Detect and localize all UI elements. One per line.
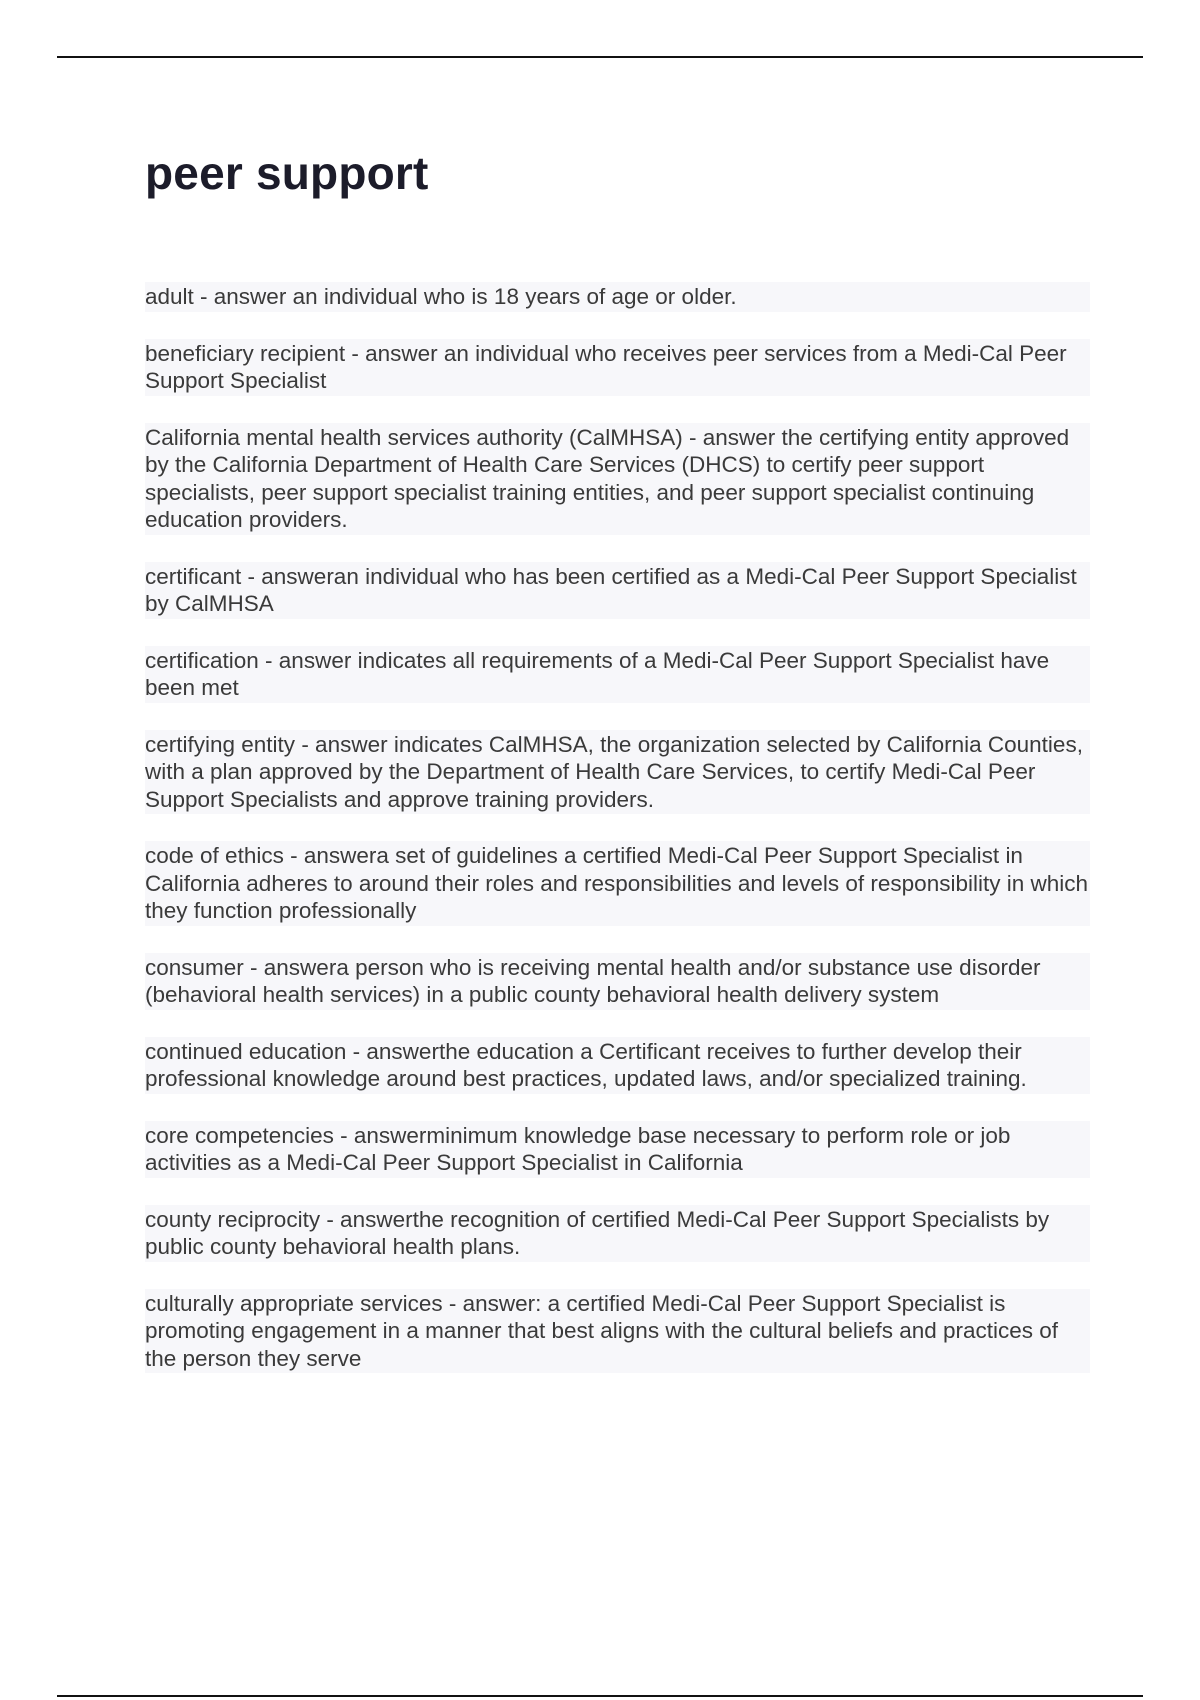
flashcard-entry-beneficiary-recipient: beneficiary recipient - answer an individual who receives peer services from a Medi-Cal Peer Support Specialist xyxy=(145,339,1090,396)
flashcard-entry-code-of-ethics: code of ethics - answera set of guidelines a certified Medi-Cal Peer Support Specialist in California adheres to around their roles and responsibilities and levels of responsibility in which they function professionally xyxy=(145,841,1090,926)
flashcard-entry-culturally-appropriate-services: culturally appropriate services - answer: a certified Medi-Cal Peer Support Specialist is promoting engagement in a manner that best aligns with the cultural beliefs and practices of the person they serve xyxy=(145,1289,1090,1374)
flashcard-entry-certifying-entity: certifying entity - answer indicates CalMHSA, the organization selected by California Counties, with a plan approved by the Department of Health Care Services, to certify Medi-Cal Peer Support Specialists and approve training providers. xyxy=(145,730,1090,815)
header-rule xyxy=(57,56,1143,58)
flashcard-entry-core-competencies: core competencies - answerminimum knowledge base necessary to perform role or job activities as a Medi-Cal Peer Support Specialist in California xyxy=(145,1121,1090,1178)
footer-rule xyxy=(57,1695,1143,1697)
page-title: peer support xyxy=(145,147,429,199)
flashcard-entry-calmhsa: California mental health services authority (CalMHSA) - answer the certifying entity approved by the California Department of Health Care Services (DHCS) to certify peer support specialists, peer support specialist training entities, and peer support specialist continuing education providers. xyxy=(145,423,1090,535)
flashcard-entry-consumer: consumer - answera person who is receiving mental health and/or substance use disorder (behavioral health services) in a public county behavioral health delivery system xyxy=(145,953,1090,1010)
flashcard-entry-continued-education: continued education - answerthe education a Certificant receives to further develop their professional knowledge around best practices, updated laws, and/or specialized training. xyxy=(145,1037,1090,1094)
flashcard-entry-certificant: certificant - answeran individual who has been certified as a Medi-Cal Peer Support Specialist by CalMHSA xyxy=(145,562,1090,619)
flashcard-list xyxy=(145,282,1090,1400)
flashcard-entry-adult: adult - answer an individual who is 18 years of age or older. xyxy=(145,282,1090,312)
flashcard-entry-county-reciprocity: county reciprocity - answerthe recognition of certified Medi-Cal Peer Support Specialists by public county behavioral health plans. xyxy=(145,1205,1090,1262)
flashcard-entry-certification: certification - answer indicates all requirements of a Medi-Cal Peer Support Specialist have been met xyxy=(145,646,1090,703)
